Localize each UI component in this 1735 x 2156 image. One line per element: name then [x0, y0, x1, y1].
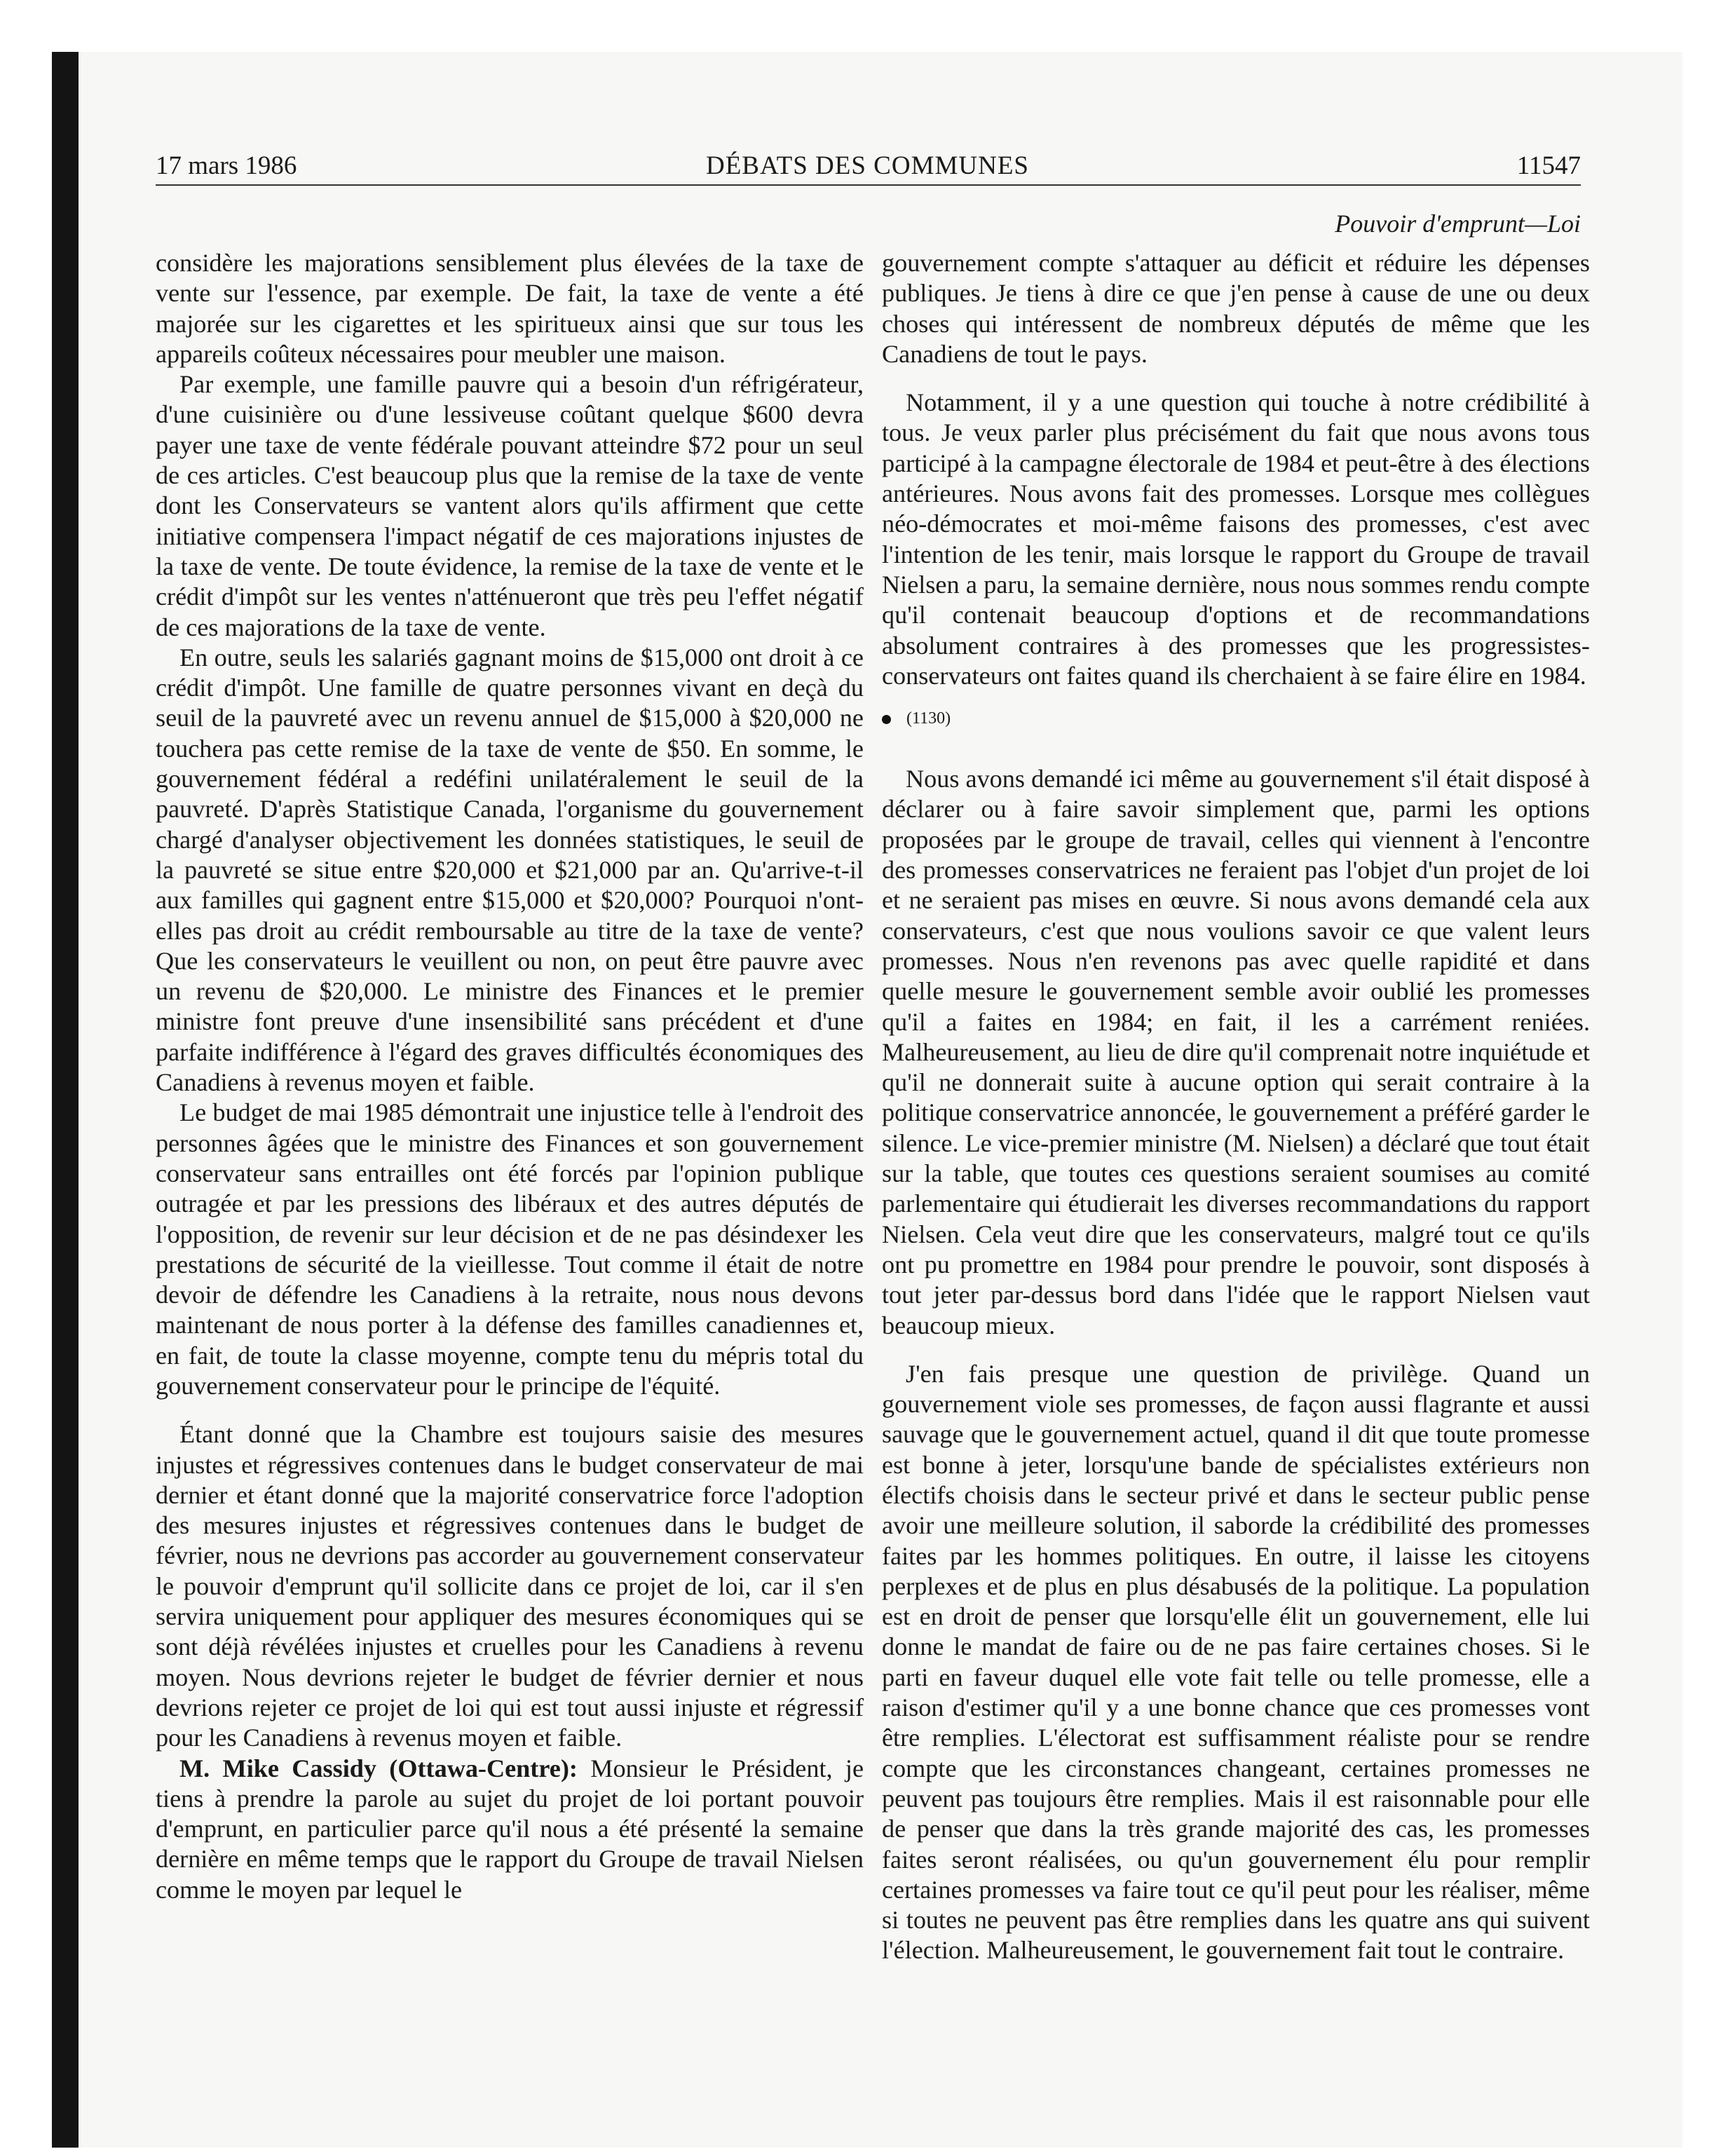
header-date: 17 mars 1986 [156, 151, 297, 180]
time-marker [882, 708, 1590, 729]
paragraph: En outre, seuls les salariés gagnant moins de $15,000 ont droit à ce crédit d'impôt. Une famille de quatre personnes vivant en deçà du seuil de la pauvreté avec un revenu annuel de $15,000 à $20,000 ne touchera pas cette remise de la taxe de vente de $50. En somme, le gouvernement fédéral a redéfini unilatéralement le seuil de la pauvreté. D'après Statistique Canada, l'organisme du gouvernement chargé d'analyser objectivement les données statistiques, le seuil de la pauvreté se situe entre $20,000 et $21,000 par an. Qu'arrive-t-il aux familles qui gagnent entre $15,000 et $20,000? Pourquoi n'ont-elles pas droit au crédit remboursable au titre de la taxe de vente? Que les conservateurs le veuillent ou non, on peut être pauvre avec un revenu de $20,000. Le ministre des Finances et le premier ministre font preuve d'une insensibilité sans précédent et d'une parfaite indifférence à l'égard des graves difficultés économiques des Canadiens à revenus moyen et faible. [156, 643, 864, 1097]
scan-edge-shadow [52, 52, 79, 2148]
page-number: 11547 [1516, 151, 1581, 180]
header-rule [156, 184, 1581, 186]
paragraph: Le budget de mai 1985 démontrait une injustice telle à l'endroit des personnes âgées que le ministre des Finances et son gouvernement conservateur sans entrailles ont été forcés par l'opinion publique outragée et par les pressions des libéraux et des autres députés de l'opposition, de revenir sur leur décision et de ne pas désindexer les prestations de sécurité de la vieillesse. Tout comme il était de notre devoir de défendre les Canadiens à la retraite, nous nous devons maintenant de nous porter à la défense des familles canadiennes et, en fait, de toute la classe moyenne, compte tenu du mépris total du gouvernement conservateur pour le principe de l'équité. [156, 1098, 864, 1400]
time-marker-text: (1130) [906, 709, 951, 728]
paragraph: gouvernement compte s'attaquer au déficit et réduire les dépenses publiques. Je tiens à dire ce que j'en pense à cause de une ou deux choses qui intéressent de nombreux députés de même que les Canadiens de tout le pays. [882, 249, 1590, 368]
paragraph: Nous avons demandé ici même au gouvernement s'il était disposé à déclarer ou à faire savoir simplement que, parmi les options proposées par le groupe de travail, celles qui viennent à l'encontre des promesses conservatrices ne feraient pas l'objet d'un projet de loi et ne seraient pas mises en œuvre. Si nous avons demandé cela aux conservateurs, c'est que nous voulions savoir ce que valent leurs promesses. Nous n'en revenons pas avec quelle rapidité et dans quelle mesure le gouvernement semble avoir oublié les promesses qu'il a faites en 1984; en fait, il les a carrément reniées. Malheureusement, au lieu de dire qu'il comprenait notre inquiétude et qu'il ne donnerait suite à aucune option qui serait contraire à la politique conservatrice annoncée, le gouvernement a préféré garder le silence. Le vice-premier ministre (M. Nielsen) a déclaré que tout était sur la table, que toutes ces questions seraient soumises au comité parlementaire qui étudierait les diverses recommandations du rapport Nielsen. Cela veut dire que les conservateurs, malgré tout ce qu'ils ont pu promettre en 1984 pour prendre le pouvoir, sont disposés à tout jeter par-dessus bord dans l'idée que le rapport Nielsen vaut beaucoup mieux. [882, 765, 1590, 1339]
bullet-icon [882, 715, 891, 724]
speech-text: Monsieur le Président, je tiens à prendre la parole au sujet du projet de loi portant pouvoir d'emprunt, en particulier parce qu'il nous a été présenté la semaine dernière en même temps que le rapport du Groupe de travail Nielsen comme le moyen par lequel le [156, 1754, 864, 1904]
publication-title: DÉBATS DES COMMUNES [705, 151, 1029, 180]
speaker-name: M. Mike Cassidy (Ottawa-Centre): [179, 1754, 578, 1782]
paragraph: Notamment, il y a une question qui touche à notre crédibilité à tous. Je veux parler plus précisément du fait que nous avons tous participé à la campagne électorale de 1984 et peut-être à des élections antérieures. Nous avons fait des promesses. Lorsque mes collègues néo-démocrates et moi-même faisons des promesses, c'est avec l'intention de les tenir, mais lorsque le rapport du Groupe de travail Nielsen a paru, la semaine dernière, nous nous sommes rendu compte qu'il contenait beaucoup d'options et de recommandations absolument contraires à des promesses que les progressistes-conservateurs ont faites quand ils cherchaient à se faire élire en 1984. [882, 388, 1590, 690]
paragraph: considère les majorations sensiblement plus élevées de la taxe de vente sur l'essence, par exemple. De fait, la taxe de vente a été majorée sur les cigarettes et les spiritueux ainsi que sur tous les appareils coûteux nécessaires pour meubler une maison. [156, 249, 864, 368]
paragraph: J'en fais presque une question de privilège. Quand un gouvernement viole ses promesses, de façon aussi flagrante et aussi sauvage que le gouvernement actuel, quand il dit que toute promesse est bonne à jeter, lorsqu'une bande de spécialistes extérieurs non électifs choisis dans le secteur privé et dans le secteur public pense avoir une meilleure solution, il saborde la crédibilité des promesses faites par les hommes politiques. En outre, il laisse les citoyens perplexes et de plus en plus désabusés de la politique. La population est en droit de penser que lorsqu'elle élit un gouvernement, elle lui donne le mandat de faire ou de ne pas faire certaines choses. Si le parti en faveur duquel elle vote fait telle ou telle promesse, elle a raison d'estimer qu'il y a une bonne chance que ces promesses vont être remplies. L'électorat est suffisamment réaliste pour se rendre compte que les circonstances changeant, certaines promesses ne peuvent pas toujours être remplies. Mais il est raisonnable pour elle de penser que dans la très grande majorité des cas, les promesses faites seront réalisées, ou qu'un gouvernement élu pour remplir certaines promesses va faire tout ce qu'il peut pour les réaliser, même si toutes ne peuvent pas être remplies dans les quatre ans qui suivent l'élection. Malheureusement, le gouvernement fait tout le contraire. [882, 1359, 1590, 1965]
speech-paragraph [156, 1754, 864, 1905]
paragraph: Étant donné que la Chambre est toujours saisie des mesures injustes et régressives contenues dans le budget conservateur de mai dernier et étant donné que la majorité conservatrice force l'adoption des mesures injustes et régressives contenues dans le budget de février, nous ne devrions pas accorder au gouvernement conservateur le pouvoir d'emprunt qu'il sollicite dans ce projet de loi, car il s'en servira uniquement pour appliquer des mesures économiques qui se sont déjà révélées injustes et cruelles pour les Canadiens à revenu moyen. Nous devrions rejeter le budget de février dernier et nous devrions rejeter ce projet de loi qui est tout aussi injuste et régressif pour les Canadiens à revenus moyen et faible. [156, 1420, 864, 1752]
right-column [882, 248, 1590, 1966]
running-head: Pouvoir d'emprunt—Loi [1335, 210, 1581, 238]
paragraph: Par exemple, une famille pauvre qui a besoin d'un réfrigérateur, d'une cuisinière ou d'une lessiveuse coûtant quelque $600 devra payer une taxe de vente fédérale pouvant atteindre $72 pour un seul de ces articles. C'est beaucoup plus que la remise de la taxe de vente dont les Conservateurs se vantent alors qu'ils affirment que cette initiative compensera l'impact négatif de ces majorations injustes de la taxe de vente. De toute évidence, la remise de la taxe de vente et le crédit d'impôt sur les ventes n'atténueront que très peu l'effet négatif de ces majorations de la taxe de vente. [156, 370, 864, 641]
left-column [156, 248, 864, 1905]
